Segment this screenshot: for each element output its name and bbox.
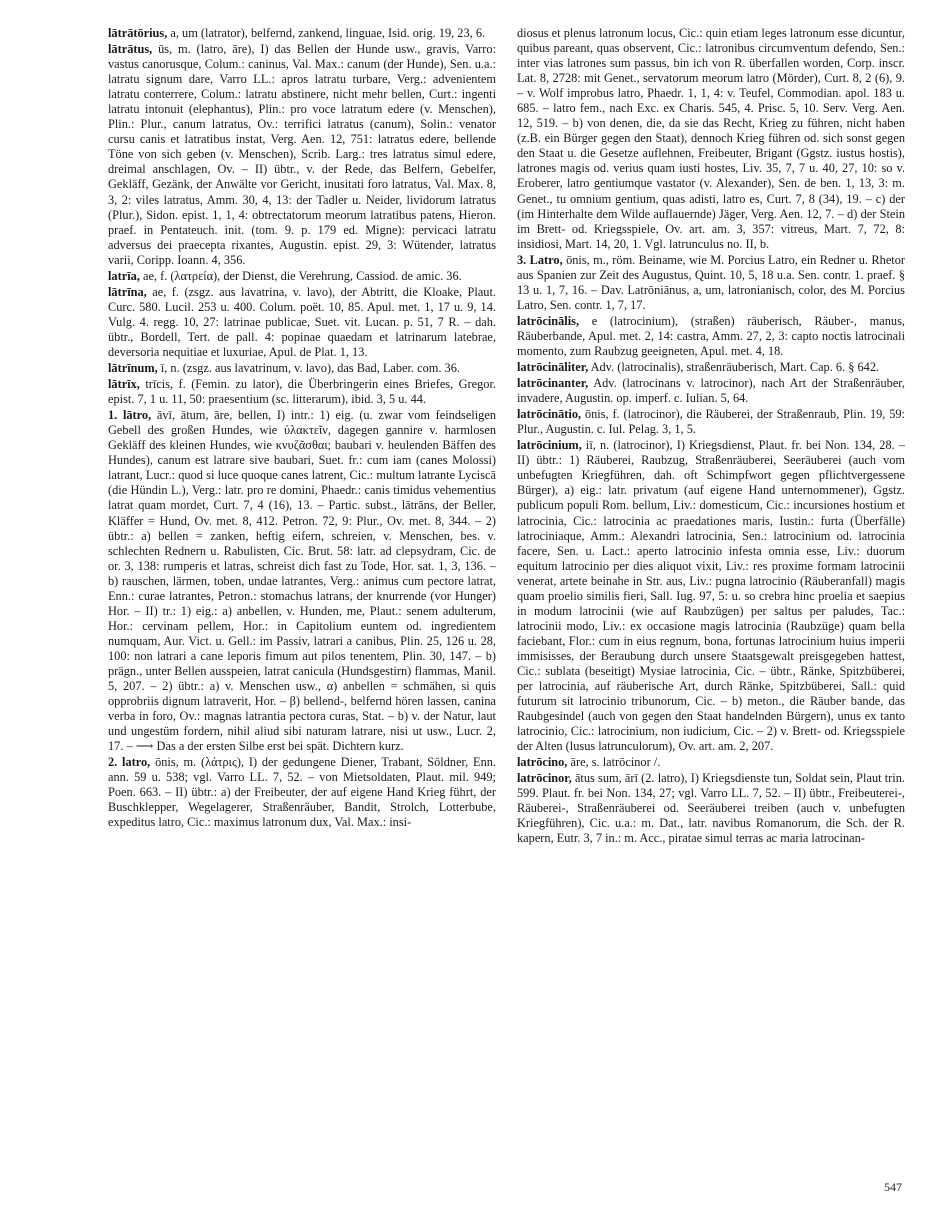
entry-body: ōnis, m., röm. Beiname, wie M. Porcius Latro, ein Redner u. Rhetor aus Spanien zur Zeit des Augustus, Quint. 10, 5, 18 u.a. Sen. contr. 1. praef. § 13 u. 1, 7, 16. – Dav. Latrōniānus, a, um, latronianisch, color, des M. Porcius Latro, Sen. contr. 1, 7, 17. bbox=[517, 252, 906, 312]
dictionary-entry-continued bbox=[517, 26, 905, 252]
entry-body: Adv. (latrocinans v. latrocinor), nach Art der Straßenräuber, invadere, Augustin. op. imperf. c. Iulian. 5, 64. bbox=[517, 376, 906, 406]
headword: 1. lātro, bbox=[108, 408, 152, 423]
dictionary-entry bbox=[517, 360, 905, 375]
headword: latrōcināliter, bbox=[517, 360, 589, 375]
headword: lātrīx, bbox=[108, 377, 140, 392]
headword: latrōcinanter, bbox=[517, 376, 589, 391]
headword: latrīa, bbox=[108, 268, 140, 283]
entry-text bbox=[108, 26, 485, 40]
entry-text bbox=[108, 285, 496, 359]
entry-text bbox=[517, 253, 905, 312]
entry-text bbox=[517, 360, 879, 374]
entry-text bbox=[517, 755, 660, 769]
entry-text bbox=[108, 42, 496, 267]
entry-text bbox=[517, 438, 905, 753]
entry-text bbox=[517, 771, 905, 845]
entry-body: trīcis, f. (Femin. zu lator), die Überbringerin eines Briefes, Gregor. epist. 7, 1 u. 11, 50: praesentium (sc. litterarum), ibid. 3, 5 u. 44. bbox=[108, 377, 496, 407]
entry-text bbox=[517, 26, 905, 251]
entry-body: diosus et plenus latronum locus, Cic.: quin etiam leges latronum esse dicuntur, quibus pareant, quas observent, Cic.: latronibus circumventum defendo, Sen.: inter vias latrones sum passus, bin ich von R. überfallen worden, Corp. inscr. Lat. 8, 2728: mit Genet., servatorum meorum latro (Mörder), Curt. 8, 2 (6), 9. – v. Wolf improbus latro, Phaedr. 1, 1, 4: v. Teufel, Commodian. apol. 183 u. 685. – latro fem., nach Exc. ex Charis. 545, 4. Prisc. 5, 10. Serv. Verg. Aen. 12, 519. – b) von denen, die, da sie das Recht, Krieg zu führen, nicht haben (z.B. ein Bürger gegen den Staat), dennoch Krieg führen od. sich sonst gegen den Staat u. die Gesetze auflehnen, Freibeuter, Brigant (Ggstz. iustus hostis), latrones magis od. verius quam iusti hostes, Liv. 35, 7, 7 u. 40, 27, 10: so v. Eroberer, latro gentiumque vastator (v. Alexander), Sen. de ben. 1, 13, 3: m. Genet., tu omnium gentium, quas adisti, latro es, Curt. 7, 8 (34), 19. – c) der (im Hinterhalte dem Wilde auflauernde) Jäger, Verg. Aen. 12, 7. – d) der Stein im Brett- od. Kriegsspiele, Ov. art. am. 3, 357: vitreus, Mart. 7, 72, 8: insidiosi, Mart. 14, 20, 1. Vgl. latrunculus no. II, b. bbox=[517, 26, 905, 251]
entry-body: ae, f. (λατρεία), der Dienst, die Verehrung, Cassiod. de amic. 36. bbox=[142, 268, 462, 283]
entry-body: ātus sum, ārī (2. latro), I) Kriegsdienste tun, Soldat sein, Plaut trin. 599. Plaut. fr. bei Non. 134, 27; vgl. Varro LL. 7, 52. – II) übtr., Freibeuterei-, Räuberei-, Straßenräuberei od. Seeräuberei treiben (auch v. unbefugten Kriegführen), Cic. u.a.: m. Dat., latr. navibus Romanorum, die Sch. der R. kapern, Eutr. 3, 7 in.: m. Acc., piratae simul terras ac maria latrocinan- bbox=[517, 771, 905, 846]
headword: latrōcinium, bbox=[517, 438, 582, 453]
entry-text bbox=[108, 269, 462, 283]
entry-body: āvī, ātum, āre, bellen, I) intr.: 1) eig. (u. zwar vom feindseligen Gebell des großen Hundes, wie ὑλακτεῖν, dagegen gannire v. harmlosen Gekläff des kleinen Hundes, wie κνυζᾶσθαι; baubari v. heulenden Bäffen des Hundes), canum est latrare sive baubari, Suet. fr.: cum iam (canes Molossi) latrant, Lucr.: quod si luce quoque canes latrent, Cic.: multum latrante Lyciscā (die Hündin L.), Verg.: latr. pro re domini, Phaedr.: canis timidus vehementius latrat quam mordet, Curt. 7, 4 (16), 13. – Partic. subst., lātrāns, der Beller, Kläffer = Hund, Ov. met. 8, 412. Petron. 72, 9: Plur., Ov. met. 8, 344. – 2) übtr.: a) bellen = zanken, heftig eifern, schreien, v. Menschen, bes. v. schlechten Rednern u. Rabulisten, Cic. Brut. 58: latr. ad clepsydram, Cic. de or. 3, 138: rumperis et latras, schreist dich fast zu Tode, Hor. sat. 1, 3, 136. – b) rauschen, lärmen, toben, undae latrantes, Verg.: animus cum pectore latrat, Enn.: curae latrantes, Petron.: stomachus latrans, der knurrende (vor Hunger) Hor. – II) tr.: 1) eig.: a) anbellen, v. Hunden, me, Plaut.: senem adulterum, Hor.: cervinam pellem, Hor.: in Capitolium euntem od. ingredientem numquam, Aur. Vict. u. Gell.: im Passiv, latrari a canibus, Plin. 25, 126 u. 28, 100: non latrari a cane leporis fimum aut pilos tenentem, Plin. 30, 147. – b) prägn., unter Bellen ausspeien, latrat canicula (Hundsgestirn) flammas, Manil. 5, 207. – 2) übtr.: a) v. Menschen usw., α) anbellen = schmähen, si quis opprobriis dignum latraverit, Hor. – β) bellend-, belfernd hören lassen, canina verba in foro, Ov.: magnas latrantia pectora curas, Stat. – b) v. der Natur, laut und ungestüm fordern, nihil aliud sibi naturam latrare, nisi ut usw., Lucr. 2, 17. – ⟶ Das a der ersten Silbe erst bei spät. Dichtern kurz. bbox=[108, 408, 496, 754]
dictionary-entry bbox=[517, 755, 905, 770]
entry-text bbox=[108, 377, 496, 406]
entry-body: ūs, m. (latro, āre), I) das Bellen der Hunde usw., gravis, Varro: vastus canorusque, Colum.: caninus, Val. Max.: canum (der Hunde), Sen. u.a.: latratu signum dare, Varro LL.: apros latratu turbare, Verg.: advenientem latratu conterrere, Colum.: latratu abstinere, nicht mehr bellen, Curt.: ingenti latratu intonuit (elephantus), Plin.: pro voce latratum edere (v. Menschen), Plin.: Plur., canum latratus, Ov.: terrifici latratus (canum), Solin.: venator cursu canis et latratibus instat, Verg. Aen. 12, 751: latratus edere, bellende Töne von sich geben (v. Menschen), Scrib. Larg.: tres latratus simul edere, dreimal anschlagen, Ov. – II) übtr., v. der Rede, das Belfern, Gebelfer, Gekläff, Gezänk, der Anwälte vor Gericht, inusitati foro latratus, Val. Max. 8, 3, 2: viles latratus, Amm. 30, 4, 13: der Tadler u. Neider, lividorum latratus (Plur.), Sidon. epist. 1, 1, 4: obtrectatorum meorum latratibus patens, Hieron. praef. in Pentateuch. init. (tom. 9. p. 179 ed. Migne): pervicaci latratu adversus dei praecepta rixantes, Augustin. epist. 29, 3: Wütender, latratus varii, Coripp. Ioann. 4, 356. bbox=[108, 42, 496, 267]
entry-body: e (latrocinium), (straßen) räuberisch, Räuber-, manus, Räuberbande, Apul. met. 2, 14: castra, Amm. 27, 2, 3: capto noctis latrocinali momento, zum Raubzug geeigneten, Apul. met. 4, 18. bbox=[517, 313, 905, 358]
dictionary-entry bbox=[108, 26, 496, 41]
right-column bbox=[517, 26, 905, 848]
entry-text bbox=[108, 408, 496, 753]
headword: lātrīnum, bbox=[108, 361, 158, 376]
entry-body: ōnis, f. (latrocinor), die Räuberei, der Straßenraub, Plin. 19, 59: Plur., Augustin. c. Iul. Pelag. 3, 1, 5. bbox=[517, 407, 905, 437]
dictionary-entry bbox=[108, 377, 496, 407]
headword: lātrātōrius, bbox=[108, 26, 168, 40]
headword: lātrīna, bbox=[108, 284, 147, 299]
headword: latrōcinālis, bbox=[517, 313, 580, 328]
dictionary-entry bbox=[108, 755, 496, 830]
dictionary-entry bbox=[108, 361, 496, 376]
entry-text bbox=[108, 755, 496, 829]
headword: latrōcinātio, bbox=[517, 407, 582, 422]
headword: 2. latro, bbox=[108, 755, 151, 770]
dictionary-entry bbox=[517, 407, 905, 437]
entry-body: a, um (latrator), belfernd, zankend, linguae, Isid. orig. 19, 23, 6. bbox=[170, 26, 486, 40]
entry-text bbox=[517, 314, 905, 358]
entry-text bbox=[517, 376, 905, 405]
dictionary-entry bbox=[108, 269, 496, 284]
entry-body: ae, f. (zsgz. aus lavatrina, v. lavo), der Abtritt, die Kloake, Plaut. Curc. 580. Lucil. 253 u. 400. Colum. poët. 10, 85. Apul. met. 1, 17 u. 9, 14. Vulg. 4. regg. 10, 27: latrinae publicae, Suet. vit. Lucan. p. 51, 7 R. – dah. übtr., Bordell, Tert. de pall. 4: popinae quaedam et latrinarum latebrae, deversoria nequitiae et luxuriae, Apul. de Plat. 1, 13. bbox=[108, 284, 496, 359]
entry-text bbox=[517, 407, 905, 436]
page-number: 547 bbox=[884, 1180, 902, 1194]
dictionary-entry bbox=[108, 408, 496, 754]
dictionary-entry bbox=[108, 285, 496, 360]
dictionary-entry bbox=[517, 376, 905, 406]
entry-body: iī, n. (latrocinor), I) Kriegsdienst, Plaut. fr. bei Non. 134, 28. – II) übtr.: 1) Räuberei, Raubzug, Straßenräuberei, Seeräuberei (auch vom unbefugten Kriegführen, dah. oft Schimpfwort gegen pflichtvergessene Bürger), a) eig.: latr. privatum (auf eigene Hand unternommener), Ggstz. publicum populi Rom. bellum, Liv.: domesticum, Cic.: incursiones hostium et latrocinia, Cic.: latrocinia ac praedationes maris, Iustin.: furta (Überfälle) latrociniaque, Amm.: Alexandri latrocinia, Sen.: latrocinium od. latrocinia facere, Sen. u. Lact.: aperto latrocinio infesta omnia esse, Liv.: duorum equitum latrocinio per dies aliquot vixit, Liv.: res proxime formam latrocinii venerat, artete beinahe in Str. aus, Liv.: pugna latrocinio (Räuberanfall) magis quam proelio similis fieri, Sall. Iug. 97, 5: u. so crebra hinc proelia et saepius in modum latrocinii (wie auf Raubzügen) per saltus per paludes, Tac.: latrocinii modo, Liv.: ex occasione magis latrocinia (Raubzüge) quam bella faciebant, Flor.: cum in eius regnum, bona, fortunas latrocinium huius imperii immisisses, der Beraubung durch unsere Staatsgewalt preisgegeben hattest, Cic.: sublata (beseitigt) Mysiae latrocinia, Cic. – übtr., Ränke, Spitzbüberei, per latrocinia, auf räuberische Art, durch Ränke, Spitzbüberei, Sall.: quid futurum sit latrocinio tribunorum, Cic. – b) meton., die Räuber bande, das Raubgesindel (auch von gegen den Staat handelnden Bürgern), unus ex tanto latrocinio, Cic.: latrocinium, non iudicium, Cic. – 2) v. Brett- od. Kriegsspiele der Alten (lusus latrunculorum), Ov. art. am. 2, 207. bbox=[517, 438, 905, 754]
dictionary-entry bbox=[108, 42, 496, 268]
entry-body: ōnis, m. (λάτρις), I) der gedungene Diener, Trabant, Söldner, Enn. ann. 59 u. 538; vgl. Varro LL. 7, 52. – von Mietsoldaten, Plaut. mil. 949; Poen. 663. – II) übtr.: a) der Freibeuter, der auf eigene Hand Krieg führt, der Buschklepper, Wegelagerer, Straßenräuber, Bandit, Strolch, Lotterbube, expeditus latro, Cic.: maximus latronum dux, Val. Max.: insi- bbox=[108, 755, 497, 830]
left-column bbox=[108, 26, 496, 831]
entry-text bbox=[108, 361, 460, 375]
dictionary-entry bbox=[517, 771, 905, 846]
dictionary-entry bbox=[517, 253, 905, 313]
dictionary-entry bbox=[517, 314, 905, 359]
entry-body: Adv. (latrocinalis), straßenräuberisch, Mart. Cap. 6. § 642. bbox=[590, 360, 880, 375]
entry-body: āre, s. latrōcinor /. bbox=[570, 755, 661, 770]
dictionary-entry bbox=[517, 438, 905, 754]
entry-body: ī, n. (zsgz. aus lavatrinum, v. lavo), das Bad, Laber. com. 36. bbox=[160, 361, 460, 376]
headword: lātrātus, bbox=[108, 42, 153, 57]
headword: latrōcinor, bbox=[517, 771, 572, 786]
headword: 3. Latro, bbox=[517, 252, 563, 267]
headword: latrōcino, bbox=[517, 755, 568, 770]
